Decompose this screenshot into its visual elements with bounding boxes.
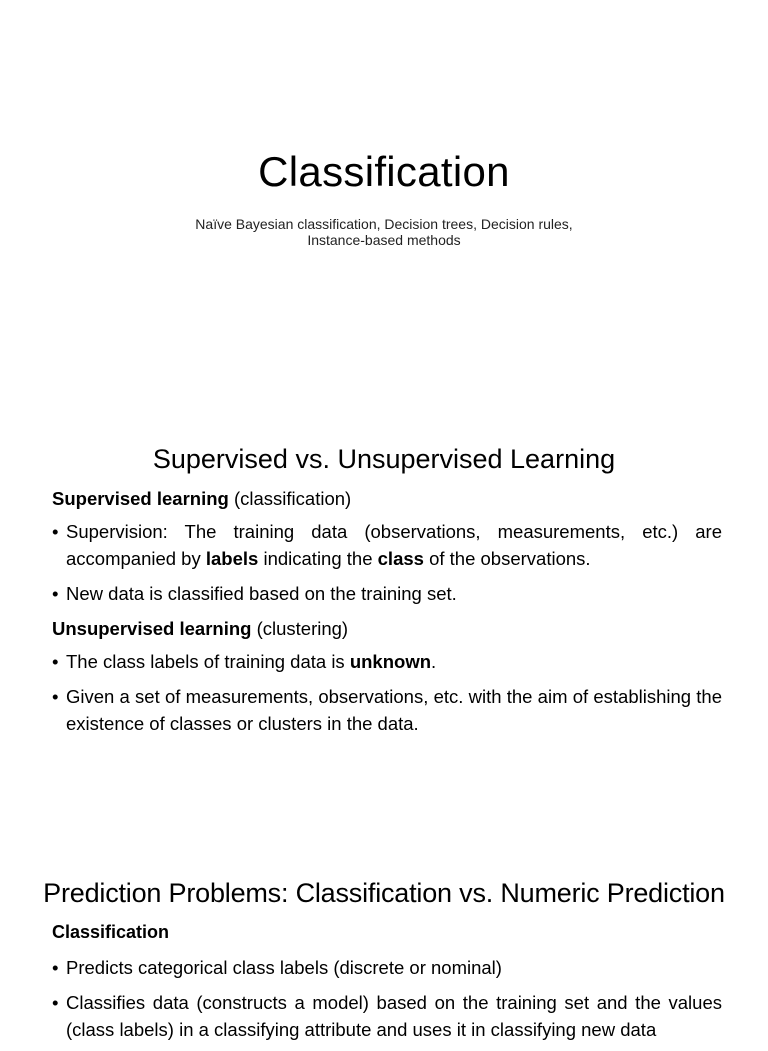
- bullet-item: [52, 580, 722, 607]
- bullet-list-unsupervised: [52, 648, 722, 737]
- bullet-icon: •: [52, 992, 59, 1013]
- subtitle-line-2: Instance-based methods: [307, 232, 461, 248]
- section-label-supervised: [52, 485, 722, 512]
- bullet-item: [52, 648, 722, 675]
- section-label-classification: [52, 919, 722, 946]
- prediction-problems-slide: [0, 862, 768, 1040]
- subtitle-line-1: Naïve Bayesian classification, Decision trees, Decision rules,: [195, 216, 573, 232]
- slide-content: [52, 919, 722, 1051]
- bullet-text-bold: class: [377, 548, 424, 569]
- title-slide: [0, 0, 768, 430]
- bullet-text: New data is classified based on the training set.: [66, 583, 457, 604]
- bullet-icon: •: [52, 686, 59, 707]
- section-label-bold: Classification: [52, 922, 170, 942]
- slide-content: [52, 485, 722, 745]
- bullet-list-classification: [52, 954, 722, 1043]
- slide-heading: Prediction Problems: Classification vs. Numeric Prediction: [43, 878, 725, 908]
- section-label-bold: Supervised learning: [52, 488, 229, 509]
- bullet-item: [52, 518, 722, 572]
- bullet-list-supervised: [52, 518, 722, 607]
- bullet-item: [52, 683, 722, 737]
- bullet-icon: •: [52, 583, 59, 604]
- bullet-text: Predicts categorical class labels (discrete or nominal): [66, 957, 502, 978]
- bullet-text: Classifies data (constructs a model) based on the training set and the values (class labels) in a classifying attribute and uses it in classifying new data: [66, 992, 722, 1040]
- slide-subtitle: [134, 216, 634, 248]
- bullet-item: [52, 954, 722, 981]
- bullet-icon: •: [52, 521, 59, 542]
- section-label-bold: Unsupervised learning: [52, 618, 252, 639]
- section-label-rest: (classification): [228, 488, 352, 509]
- bullet-text-bold: unknown: [349, 651, 432, 672]
- section-label-rest: (clustering): [251, 618, 349, 639]
- bullet-text: of the observations.: [423, 548, 591, 569]
- supervised-vs-unsupervised-slide: [0, 430, 768, 862]
- bullet-text: indicating the: [258, 548, 378, 569]
- slide-heading: Supervised vs. Unsupervised Learning: [152, 444, 616, 474]
- bullet-text: Given a set of measurements, observations, etc. with the aim of establishing the existence of classes or clusters in the data.: [66, 686, 722, 734]
- bullet-text-bold: labels: [205, 548, 259, 569]
- bullet-icon: •: [52, 651, 59, 672]
- bullet-text: Supervision: The training data (observations, measurements, etc.) are accompanied by: [66, 521, 722, 569]
- bullet-item: [52, 989, 722, 1043]
- bullet-text: The class labels of training data is: [66, 651, 350, 672]
- section-label-unsupervised: [52, 615, 722, 642]
- slide-title: Classification: [258, 148, 510, 195]
- bullet-icon: •: [52, 957, 59, 978]
- bullet-text: .: [431, 651, 437, 672]
